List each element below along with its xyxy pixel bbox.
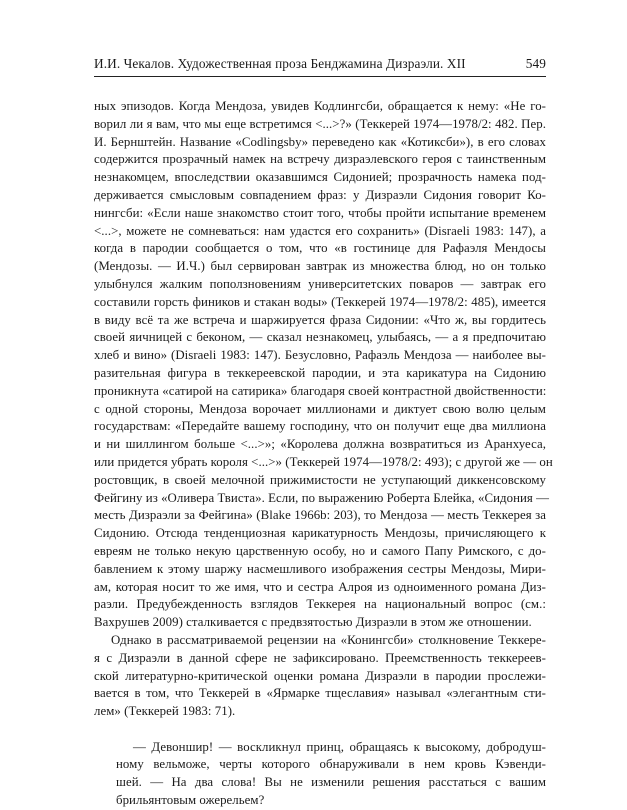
text-line: нингсби: «Если наше знакомство стоит того, чтобы пройти испытание временем [94,205,546,220]
text-line: (Мендозы. — И.Ч.) был сервирован завтрак из множества блюд, но он только [94,259,546,274]
text-line: в виду всё та же встреча и шаржируется фраза Сидонии: «Что ж, вы гордитесь [94,312,546,327]
text-line: государствам: «Передайте вашему господину, что он получит еще два миллиона [94,419,546,434]
text-line: хлеб и вино» (Disraeli 1983: 147). Безусловно, Рафаэль Мендоза — наиболее вы- [94,348,546,363]
quote-line: — Девоншир! — воскликнул принц, обращаясь к высокому, добродуш- [133,739,546,754]
text-line: лем» (Теккерей 1983: 71). [94,704,236,719]
text-line: ам, которая носит то же имя, что и сестра Алроя из одноименного романа Диз- [94,579,546,594]
text-line: бавлением к этому шаржу насмешливого изображения сестры Мендозы, Мири- [94,561,546,576]
paragraph-2 [94,632,546,721]
text-line: и ни шиллингом больше <...>»; «Королева должна возвратиться из Аранхуеса, [94,437,546,452]
text-line: своей яичницей с беконом, — сказал незнакомец, улыбаясь, — а я предпочитаю [94,330,546,345]
text-line: когда в пародии сообщается о том, что «в гостинице для Рафаэля Мендосы [94,241,546,256]
paragraph-1 [94,98,553,632]
running-head [94,56,546,72]
text-line: вается в том, что Теккерей в «Ярмарке тщеславия» называл «элегантным сти- [94,686,546,701]
block-quote [94,739,546,810]
text-line: незнакомцем, впоследствии оказавшимся Сидонией; прозрачность намека под- [94,170,546,185]
text-line: я с Дизраэли в данной сфере не зафиксировано. Преемственность теккереев- [94,650,546,665]
text-line: раэли. Предубежденность взглядов Теккерея на национальный вопрос (см.: [94,597,546,612]
text-line: держивается смысловым совпадением фраз: у Дизраэли Сидония говорит Ко- [94,187,546,202]
text-line: или придется убрать короля <...>» (Теккерей 1974—1978/2: 493); с другой же — он [94,454,553,469]
text-line: с одной стороны, Мендоза ворочает миллионами и диктует свою волю целым [94,401,546,416]
running-head-title: И.И. Чекалов. Художественная проза Бенджамина Дизраэли. XII [94,56,466,71]
text-line: Фейгину из «Оливера Твиста». Если, по выражению Роберта Блейка, «Сидония — [94,490,550,505]
page-number: 549 [525,56,546,71]
text-line: <...>, можете не сомневаться: нам удастся его сохранить» (Disraeli 1983: 147), а [94,223,546,238]
text-line: И. Бернштейн. Название «Codlingsby» переведено как «Котиксби»), в его словах [94,134,546,149]
text-line: составили горсть фиников и стакан воды» (Теккерей 1974—1978/2: 485), имеется [94,294,546,309]
text-line: разительная фигура в теккереевской пародии, и эта карикатура на Сидонию [94,365,546,380]
header-rule [94,76,546,77]
text-line: ных эпизодов. Когда Мендоза, увидев Кодлингсби, обращается к нему: «Не го- [94,99,546,113]
text-line: Однако в рассматриваемой рецензии на «Конингсби» столкновение Теккере- [111,632,546,647]
text-line: ской литературно-критической оценки романа Дизраэли в пародии прослежи- [94,668,546,683]
text-line: содержится прозрачный намек на встречу дизраэлевского героя с таинственным [94,152,546,167]
text-line: евреям не только некую царственную особу, но и самого Папу Римского, с до- [94,543,546,558]
body-text [94,98,553,810]
spacer [94,721,546,739]
text-line: Вахрушев 2009) сталкивается с предвзятостью Дизраэли в этом же отношении. [94,615,532,630]
text-line: ворил ли я вам, что мы еще встретимся <...>?» (Теккерей 1974—1978/2: 482. Пер. [94,116,546,131]
quote-line: ному вельможе, черты которого обнаруживали в нем кровь Кэвенди- [116,757,546,772]
quote-line: брильянтовым ожерельем? [116,793,265,808]
text-line: ростовщик, в своей мелочной прижимистости не уступающий диккенсовскому [94,472,546,487]
quote-line: шей. — На два слова! Вы не изменили решения расстаться с вашим [116,775,546,790]
text-line: месть Дизраэли за Фейгина» (Blake 1966b: 203), то Мендоза — месть Теккерея за [94,508,546,523]
text-line: проникнута «сатирой на сатирика» благодаря своей контрастной двойственности: [94,383,547,398]
text-line: Сидонию. Отсюда тенденциозная карикатурность Мендозы, причисляющего к [94,526,546,541]
text-line: улыбнулся жалким поползновениям университетских поваров — завтрак его [94,276,546,291]
